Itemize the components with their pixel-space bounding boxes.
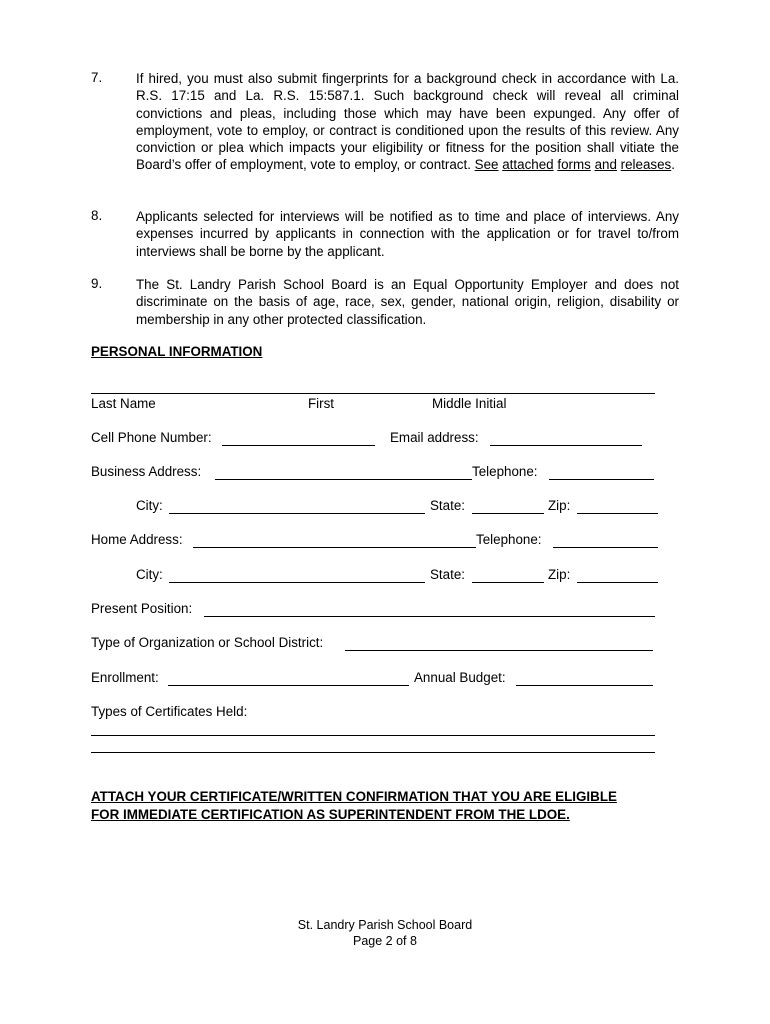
certificates-label: Types of Certificates Held: <box>91 704 248 719</box>
item-8-text: Applicants selected for interviews will be notified as to time and place of interviews. Any expenses incurred by applicants in connection with the application or for travel to/from interviews shall be borne by the applicant. <box>136 209 679 259</box>
item-7-period: . <box>671 157 675 173</box>
email-field[interactable] <box>490 445 642 446</box>
business-telephone-field[interactable] <box>549 479 654 480</box>
forms-link: forms <box>557 157 591 173</box>
item-7-body: If hired, you must also submit fingerprints for a background check in accordance with La. R.S. 17:15 and La. R.S. 15:587.1. Such background check will reveal all criminal convictions and pleas, including those which may have been expunged. Any offer of employment, vote to employ, or contract is conditioned upon the results of this review. Any conviction or plea which impacts your eligibility or fitness for the position shall vitiate the Board’s offer of employment, vote to employ, or contract. <box>136 71 679 173</box>
business-city-label: City: <box>136 498 163 513</box>
item-8-number: 8. <box>91 208 103 223</box>
home-state-label: State: <box>430 567 465 582</box>
present-position-field[interactable] <box>204 616 655 617</box>
business-address-field[interactable] <box>215 479 472 480</box>
item-7-number: 7. <box>91 70 103 85</box>
business-telephone-label: Telephone: <box>472 464 538 479</box>
business-zip-label: Zip: <box>548 498 571 513</box>
home-address-label: Home Address: <box>91 532 183 547</box>
business-zip-field[interactable] <box>577 513 658 514</box>
personal-information-heading: PERSONAL INFORMATION <box>91 344 263 359</box>
and-link: and <box>594 157 617 173</box>
enrollment-label: Enrollment: <box>91 670 159 685</box>
home-telephone-field[interactable] <box>553 547 658 548</box>
annual-budget-label: Annual Budget: <box>414 670 506 685</box>
email-label: Email address: <box>390 430 479 445</box>
business-address-label: Business Address: <box>91 464 202 479</box>
first-name-label: First <box>308 396 335 411</box>
home-state-field[interactable] <box>472 582 544 583</box>
organization-type-label: Type of Organization or School District: <box>91 635 324 650</box>
organization-type-field[interactable] <box>345 650 653 651</box>
enrollment-field[interactable] <box>168 685 409 686</box>
name-field-line[interactable] <box>91 393 655 394</box>
business-city-field[interactable] <box>169 513 425 514</box>
present-position-label: Present Position: <box>91 601 193 616</box>
cell-phone-field[interactable] <box>222 445 375 446</box>
item-7-text <box>136 70 679 174</box>
releases-link: releases <box>620 157 672 173</box>
see-link: See <box>474 157 499 173</box>
business-state-label: State: <box>430 498 465 513</box>
attach-notice-line-2: FOR IMMEDIATE CERTIFICATION AS SUPERINTENDENT FROM THE LDOE. <box>91 807 570 822</box>
attach-notice-line-1: ATTACH YOUR CERTIFICATE/WRITTEN CONFIRMATION THAT YOU ARE ELIGIBLE <box>91 789 617 804</box>
footer-organization: St. Landry Parish School Board <box>297 918 473 932</box>
item-9-number: 9. <box>91 276 103 291</box>
home-address-field[interactable] <box>193 547 476 548</box>
attached-link: attached <box>502 157 554 173</box>
home-zip-label: Zip: <box>548 567 571 582</box>
annual-budget-field[interactable] <box>516 685 653 686</box>
business-state-field[interactable] <box>472 513 544 514</box>
home-city-label: City: <box>136 567 163 582</box>
last-name-label: Last Name <box>91 396 156 411</box>
cell-phone-label: Cell Phone Number: <box>91 430 212 445</box>
home-zip-field[interactable] <box>577 582 658 583</box>
certificates-field-line-2[interactable] <box>91 752 655 753</box>
middle-initial-label: Middle Initial <box>432 396 507 411</box>
certificates-field-line-1[interactable] <box>91 735 655 736</box>
footer-page-number: Page 2 of 8 <box>353 934 417 948</box>
item-9-text: The St. Landry Parish School Board is an Equal Opportunity Employer and does not discriminate on the basis of age, race, sex, gender, national origin, religion, disability or membership in any other protected classification. <box>136 277 679 327</box>
home-city-field[interactable] <box>169 582 425 583</box>
home-telephone-label: Telephone: <box>476 532 542 547</box>
